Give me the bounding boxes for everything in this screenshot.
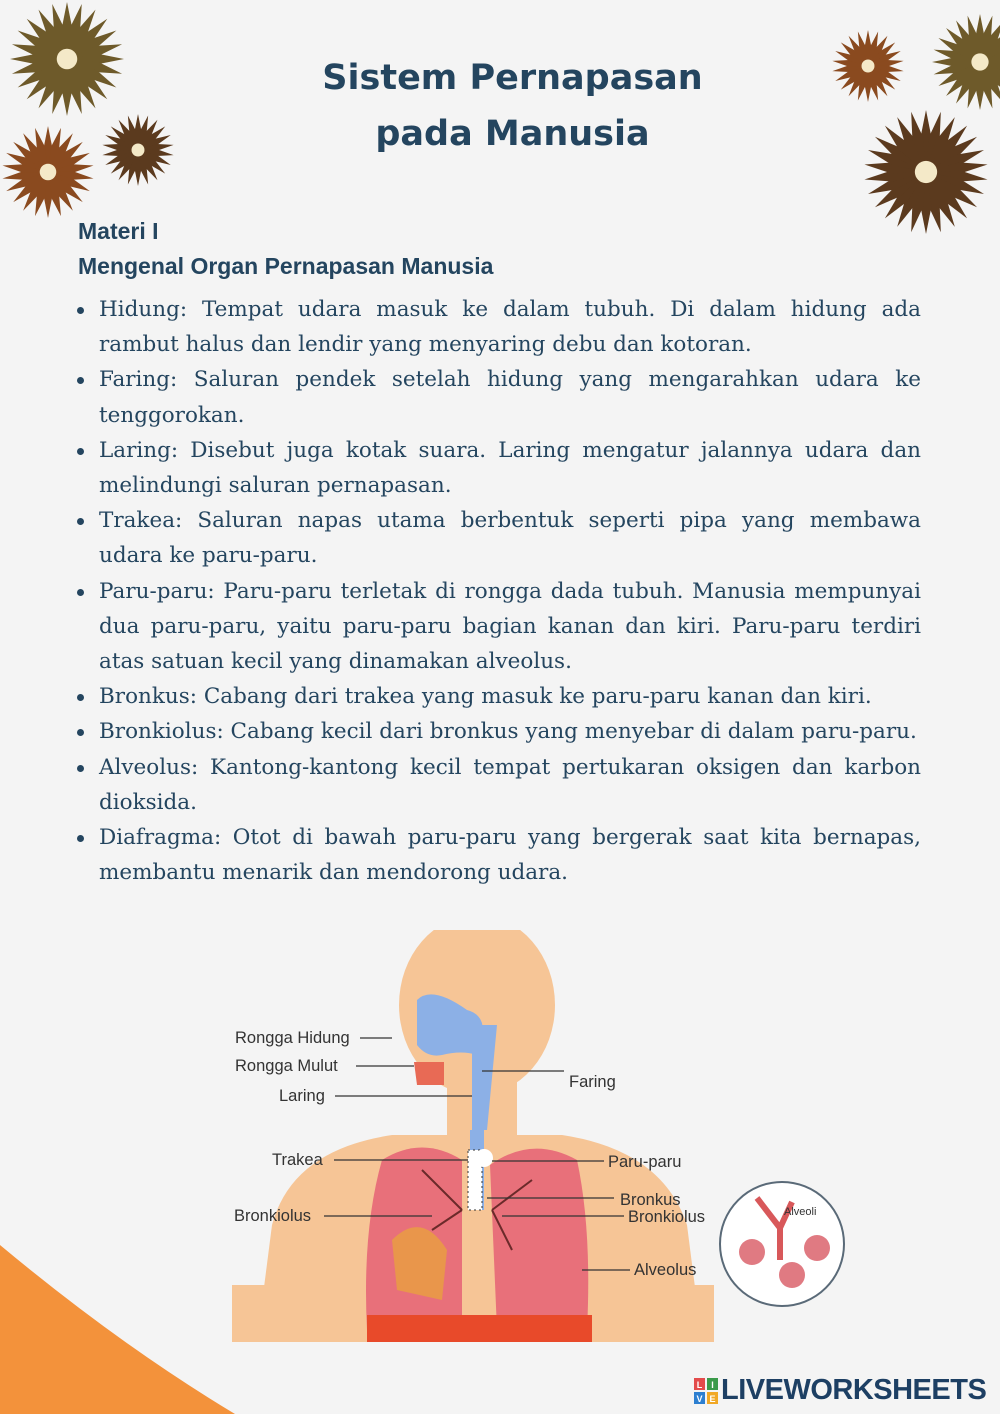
diaphragm [367, 1315, 592, 1342]
title-line-2: pada Manusia [375, 114, 650, 154]
larynx-dot [475, 1149, 493, 1167]
flower-icon [930, 12, 1000, 112]
respiratory-diagram [232, 930, 847, 1342]
list-item: Faring: Saluran pendek setelah hidung yang mengarahkan udara ke tenggorokan. [99, 362, 921, 432]
section-heading [78, 214, 493, 284]
label-laring: Laring [279, 1087, 325, 1105]
label-rongga-mulut: Rongga Mulut [235, 1057, 338, 1075]
brand-name: LIVEWORKSHEETS [721, 1374, 987, 1406]
badge-letter-e: E [709, 1393, 716, 1404]
label-bronkiolus-right: Bronkiolus [628, 1208, 706, 1226]
flower-icon [0, 124, 96, 220]
label-bronkiolus-left: Bronkiolus [234, 1207, 312, 1225]
title [250, 50, 775, 162]
list-item: Diafragma: Otot di bawah paru-paru yang bergerak saat kita bernapas, membantu menarik dan mendorong udara. [99, 820, 921, 890]
section-title: Mengenal Organ Pernapasan Manusia [78, 253, 494, 279]
badge-letter-v: V [696, 1393, 703, 1404]
label-rongga-hidung: Rongga Hidung [235, 1029, 350, 1047]
flower-icon [862, 108, 990, 236]
section-label: Materi I [78, 218, 159, 244]
live-badge-icon [694, 1378, 718, 1404]
mouth-cavity [414, 1062, 444, 1085]
flower-icon [8, 0, 126, 118]
label-alveolus: Alveolus [634, 1261, 697, 1279]
list-item: Paru-paru: Paru-paru terletak di rongga dada tubuh. Manusia mempunyai dua paru-paru, yaitu paru-paru bagian kanan dan kiri. Paru-paru terdiri atas satuan kecil yang dinamakan alveolus. [99, 574, 921, 680]
organ-list [99, 292, 921, 890]
list-item: Bronkus: Cabang dari trakea yang masuk ke paru-paru kanan dan kiri. [99, 679, 921, 714]
liveworksheets-logo [694, 1374, 986, 1407]
title-line-1: Sistem Pernapasan [322, 58, 703, 98]
label-trakea: Trakea [272, 1151, 323, 1169]
list-item: Bronkiolus: Cabang kecil dari bronkus yang menyebar di dalam paru-paru. [99, 714, 921, 749]
trachea [468, 1130, 484, 1210]
label-alveoli-inset: Alveoli [784, 1206, 817, 1218]
list-item: Laring: Disebut juga kotak suara. Laring mengatur jalannya udara dan melindungi saluran pernapasan. [99, 433, 921, 503]
label-paru-paru: Paru-paru [608, 1153, 682, 1171]
label-bronkus: Bronkus [620, 1191, 681, 1209]
flower-icon [830, 28, 906, 104]
list-item: Alveolus: Kantong-kantong kecil tempat pertukaran oksigen dan karbon dioksida. [99, 750, 921, 820]
alveoli-inset [720, 1182, 844, 1306]
label-faring: Faring [569, 1073, 616, 1091]
corner-decoration [0, 1245, 240, 1414]
list-item: Hidung: Tempat udara masuk ke dalam tubuh. Di dalam hidung ada rambut halus dan lendir yang menyaring debu dan kotoran. [99, 292, 921, 362]
badge-letter-l: L [696, 1379, 703, 1390]
badge-letter-i: I [711, 1379, 714, 1390]
flower-icon [100, 112, 176, 188]
list-item: Trakea: Saluran napas utama berbentuk seperti pipa yang membawa udara ke paru-paru. [99, 503, 921, 573]
